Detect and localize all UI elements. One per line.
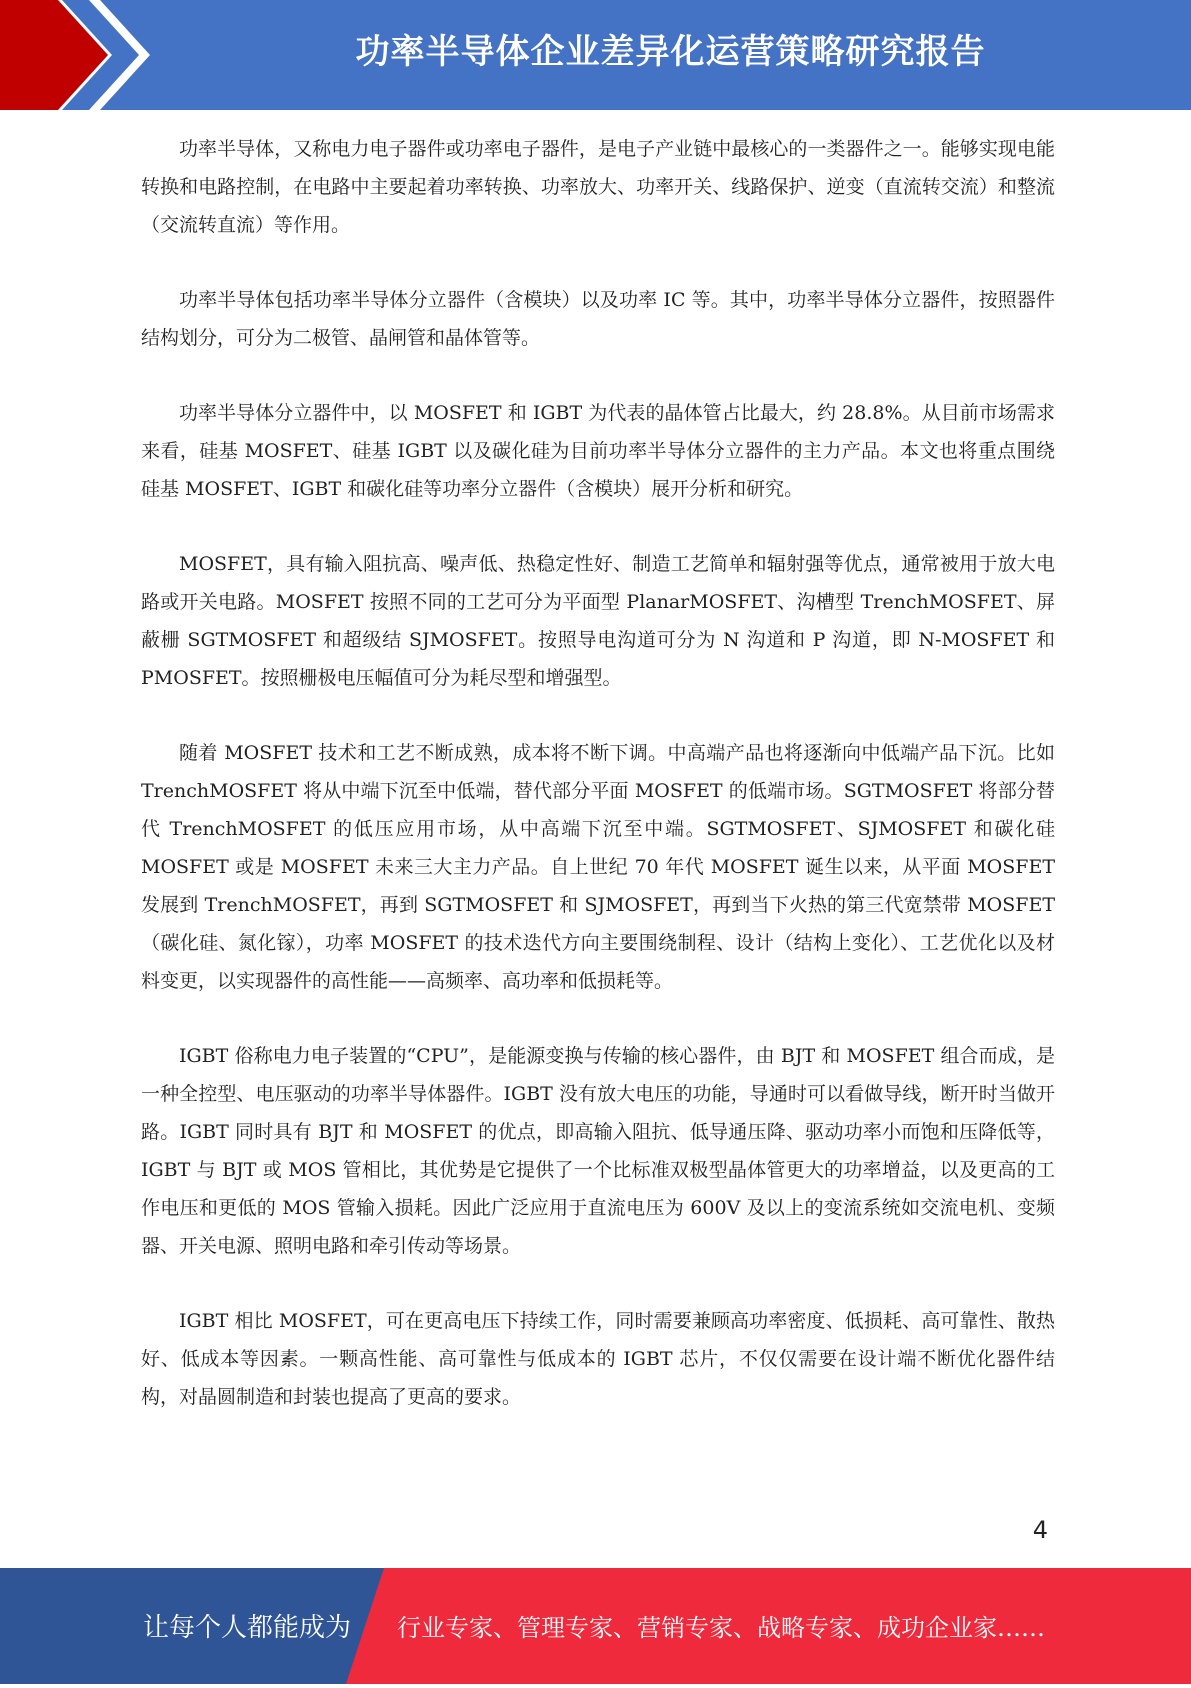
paragraph: 功率半导体分立器件中，以 MOSFET 和 IGBT 为代表的晶体管占比最大，约 28.8%。从目前市场需求来看，硅基 MOSFET、硅基 IGBT 以及碳化硅为目前功率半导体分立器件的主力产品。本文也将重点围绕硅基 MOSFET、IGBT 和碳化硅等功率分立器件（含模块）展开分析和研究。 [141, 402, 1055, 500]
footer-banner [0, 1568, 1191, 1684]
paragraph: IGBT 俗称电力电子装置的“CPU”，是能源变换与传输的核心器件，由 BJT 和 MOSFET 组合而成，是一种全控型、电压驱动的功率半导体器件。IGBT 没有放大电压的功能，导通时可以看做导线，断开时当做开路。IGBT 同时具有 BJT 和 MOSFET 的优点，即高输入阻抗、低导通压降、驱动功率小而饱和压降低等，IGBT 与 BJT 或 MOS 管相比，其优势是它提供了一个比标准双极型晶体管更大的功率增益，以及更高的工作电压和更低的 MOS 管输入损耗。因此广泛应用于直流电压为 600V 及以上的变流系统如交流电机、变频器、开关电源、照明电路和牵引传动等场景。 [141, 1045, 1055, 1257]
document-body [141, 130, 1055, 1453]
footer-slogan-left: 让每个人都能成为 [143, 1613, 352, 1643]
header-red-chevron [0, 0, 150, 110]
footer-slogan-right: 行业专家、管理专家、营销专家、战略专家、成功企业家…… [397, 1614, 1045, 1642]
paragraph: 功率半导体包括功率半导体分立器件（含模块）以及功率 IC 等。其中，功率半导体分立器件，按照器件结构划分，可分为二极管、晶闸管和晶体管等。 [141, 289, 1055, 349]
paragraph: 随着 MOSFET 技术和工艺不断成熟，成本将不断下调。中高端产品也将逐渐向中低端产品下沉。比如 TrenchMOSFET 将从中端下沉至中低端，替代部分平面 MOSFET 的低端市场。SGTMOSFET 将部分替代 TrenchMOSFET 的低压应用市场，从中高端下沉至中端。SGTMOSFET、SJMOSFET 和碳化硅 MOSFET 或是 MOSFET 未来三大主力产品。自上世纪 70 年代 MOSFET 诞生以来，从平面 MOSFET 发展到 TrenchMOSFET，再到 SGTMOSFET 和 SJMOSFET，再到当下火热的第三代宽禁带 MOSFET（碳化硅、氮化镓），功率 MOSFET 的技术迭代方向主要围绕制程、设计（结构上变化）、工艺优化以及材料变更，以实现器件的高性能——高频率、高功率和低损耗等。 [141, 742, 1055, 992]
header-banner [0, 0, 1191, 110]
document-title: 功率半导体企业差异化运营策略研究报告 [355, 32, 986, 72]
paragraph: IGBT 相比 MOSFET，可在更高电压下持续工作，同时需要兼顾高功率密度、低损耗、高可靠性、散热好、低成本等因素。一颗高性能、高可靠性与低成本的 IGBT 芯片，不仅仅需要在设计端不断优化器件结构，对晶圆制造和封装也提高了更高的要求。 [141, 1310, 1055, 1408]
paragraph: MOSFET，具有输入阻抗高、噪声低、热稳定性好、制造工艺简单和辐射强等优点，通常被用于放大电路或开关电路。MOSFET 按照不同的工艺可分为平面型 PlanarMOSFET、沟槽型 TrenchMOSFET、屏蔽栅 SGTMOSFET 和超级结 SJMOSFET。按照导电沟道可分为 N 沟道和 P 沟道，即 N-MOSFET 和 PMOSFET。按照栅极电压幅值可分为耗尽型和增强型。 [141, 553, 1055, 689]
page-number: 4 [1032, 1516, 1048, 1544]
paragraph: 功率半导体，又称电力电子器件或功率电子器件，是电子产业链中最核心的一类器件之一。能够实现电能转换和电路控制，在电路中主要起着功率转换、功率放大、功率开关、线路保护、逆变（直流转交流）和整流（交流转直流）等作用。 [141, 138, 1055, 236]
